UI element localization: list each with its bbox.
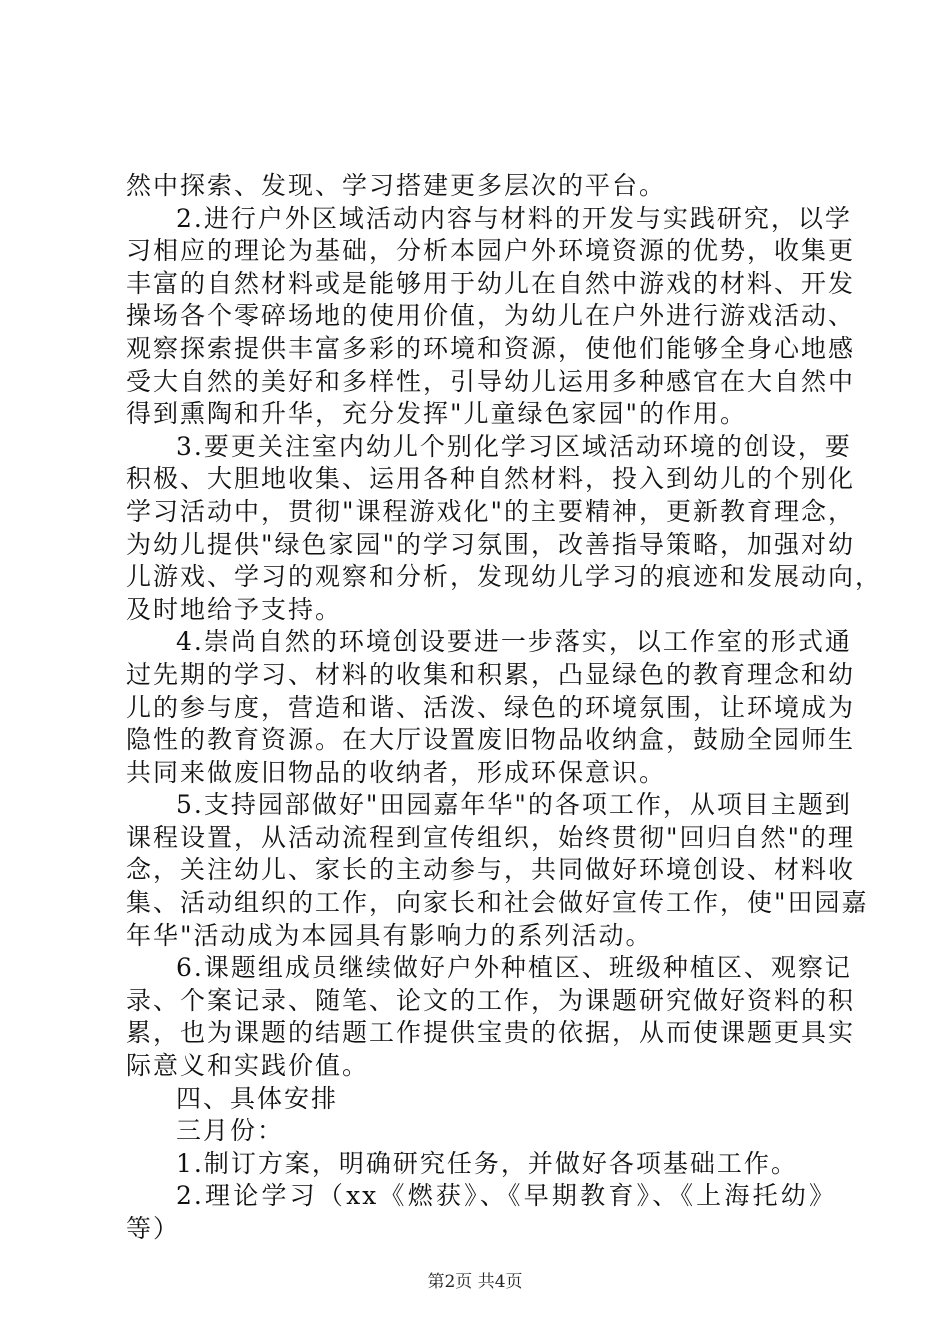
paragraph-line: 操场各个零碎场地的使用价值，为幼儿在户外进行游戏活动、 bbox=[126, 301, 856, 331]
paragraph-line: 6.课题组成员继续做好户外种植区、班级种植区、观察记 bbox=[176, 953, 852, 983]
paragraph-line: 习相应的理论为基础，分析本园户外环境资源的优势，收集更 bbox=[126, 236, 856, 266]
paragraph-line: 受大自然的美好和多样性，引导幼儿运用多种感官在大自然中 bbox=[126, 366, 856, 396]
paragraph-line: 3.要更关注室内幼儿个别化学习区域活动环境的创设，要 bbox=[176, 431, 852, 461]
paragraph-line: 然中探索、发现、学习搭建更多层次的平台。 bbox=[126, 171, 667, 200]
paragraph-line: 及时地给予支持。 bbox=[126, 594, 343, 624]
paragraph-line: 4.崇尚自然的环境创设要进一步落实，以工作室的形式通 bbox=[176, 627, 852, 657]
paragraph-line: 累，也为课题的结题工作提供宝贵的依据，从而使课题更具实 bbox=[126, 1018, 856, 1048]
paragraph-line: 共同来做废旧物品的收纳者，形成环保意识。 bbox=[126, 757, 667, 787]
paragraph-line: 等） bbox=[126, 1214, 181, 1243]
paragraph-line: 2.理论学习（xx《燃获》、《早期教育》、《上海托幼》 bbox=[176, 1181, 836, 1211]
section-heading: 四、具体安排 bbox=[176, 1083, 339, 1113]
paragraph-line: 念，关注幼儿、家长的主动参与，共同做好环境创设、材料收 bbox=[126, 855, 856, 885]
document-body bbox=[126, 170, 883, 1246]
paragraph-line: 为幼儿提供"绿色家园"的学习氛围，改善指导策略，加强对幼 bbox=[126, 529, 856, 559]
paragraph-line: 际意义和实践价值。 bbox=[126, 1051, 370, 1081]
paragraph-line: 积极、大胆地收集、运用各种自然材料，投入到幼儿的个别化 bbox=[126, 464, 856, 494]
paragraph-line: 课程设置，从活动流程到宣传组织，始终贯彻"回归自然"的理 bbox=[126, 822, 856, 852]
paragraph-line: 录、个案记录、随笔、论文的工作，为课题研究做好资料的积 bbox=[126, 985, 856, 1015]
paragraph-line: 观察探索提供丰富多彩的环境和资源，使他们能够全身心地感 bbox=[126, 333, 856, 363]
month-heading: 三月份： bbox=[176, 1116, 285, 1146]
paragraph-line: 2.进行户外区域活动内容与材料的开发与实践研究，以学 bbox=[176, 203, 852, 233]
paragraph-line: 过先期的学习、材料的收集和积累，凸显绿色的教育理念和幼 bbox=[126, 659, 856, 689]
paragraph-line: 年华"活动成为本园具有影响力的系列活动。 bbox=[126, 920, 653, 950]
paragraph-line: 1.制订方案，明确研究任务，并做好各项基础工作。 bbox=[176, 1148, 798, 1178]
page-number-footer: 第2页 共4页 bbox=[427, 1272, 523, 1292]
paragraph-line: 学习活动中，贯彻"课程游戏化"的主要精神，更新教育理念， bbox=[126, 496, 856, 526]
paragraph-line: 隐性的教育资源。在大厅设置废旧物品收纳盒，鼓励全园师生 bbox=[126, 725, 856, 755]
paragraph-line: 儿游戏、学习的观察和分析，发现幼儿学习的痕迹和发展动向， bbox=[126, 562, 883, 592]
paragraph-line: 儿的参与度，营造和谐、活泼、绿色的环境氛围，让环境成为 bbox=[126, 692, 856, 722]
paragraph-line: 得到熏陶和升华，充分发挥"儿童绿色家园"的作用。 bbox=[126, 399, 748, 429]
paragraph-line: 集、活动组织的工作，向家长和社会做好宣传工作，使"田园嘉 bbox=[126, 888, 869, 918]
paragraph-line: 丰富的自然材料或是能够用于幼儿在自然中游戏的材料、开发 bbox=[126, 268, 856, 298]
paragraph-line: 5.支持园部做好"田园嘉年华"的各项工作，从项目主题到 bbox=[176, 790, 852, 820]
